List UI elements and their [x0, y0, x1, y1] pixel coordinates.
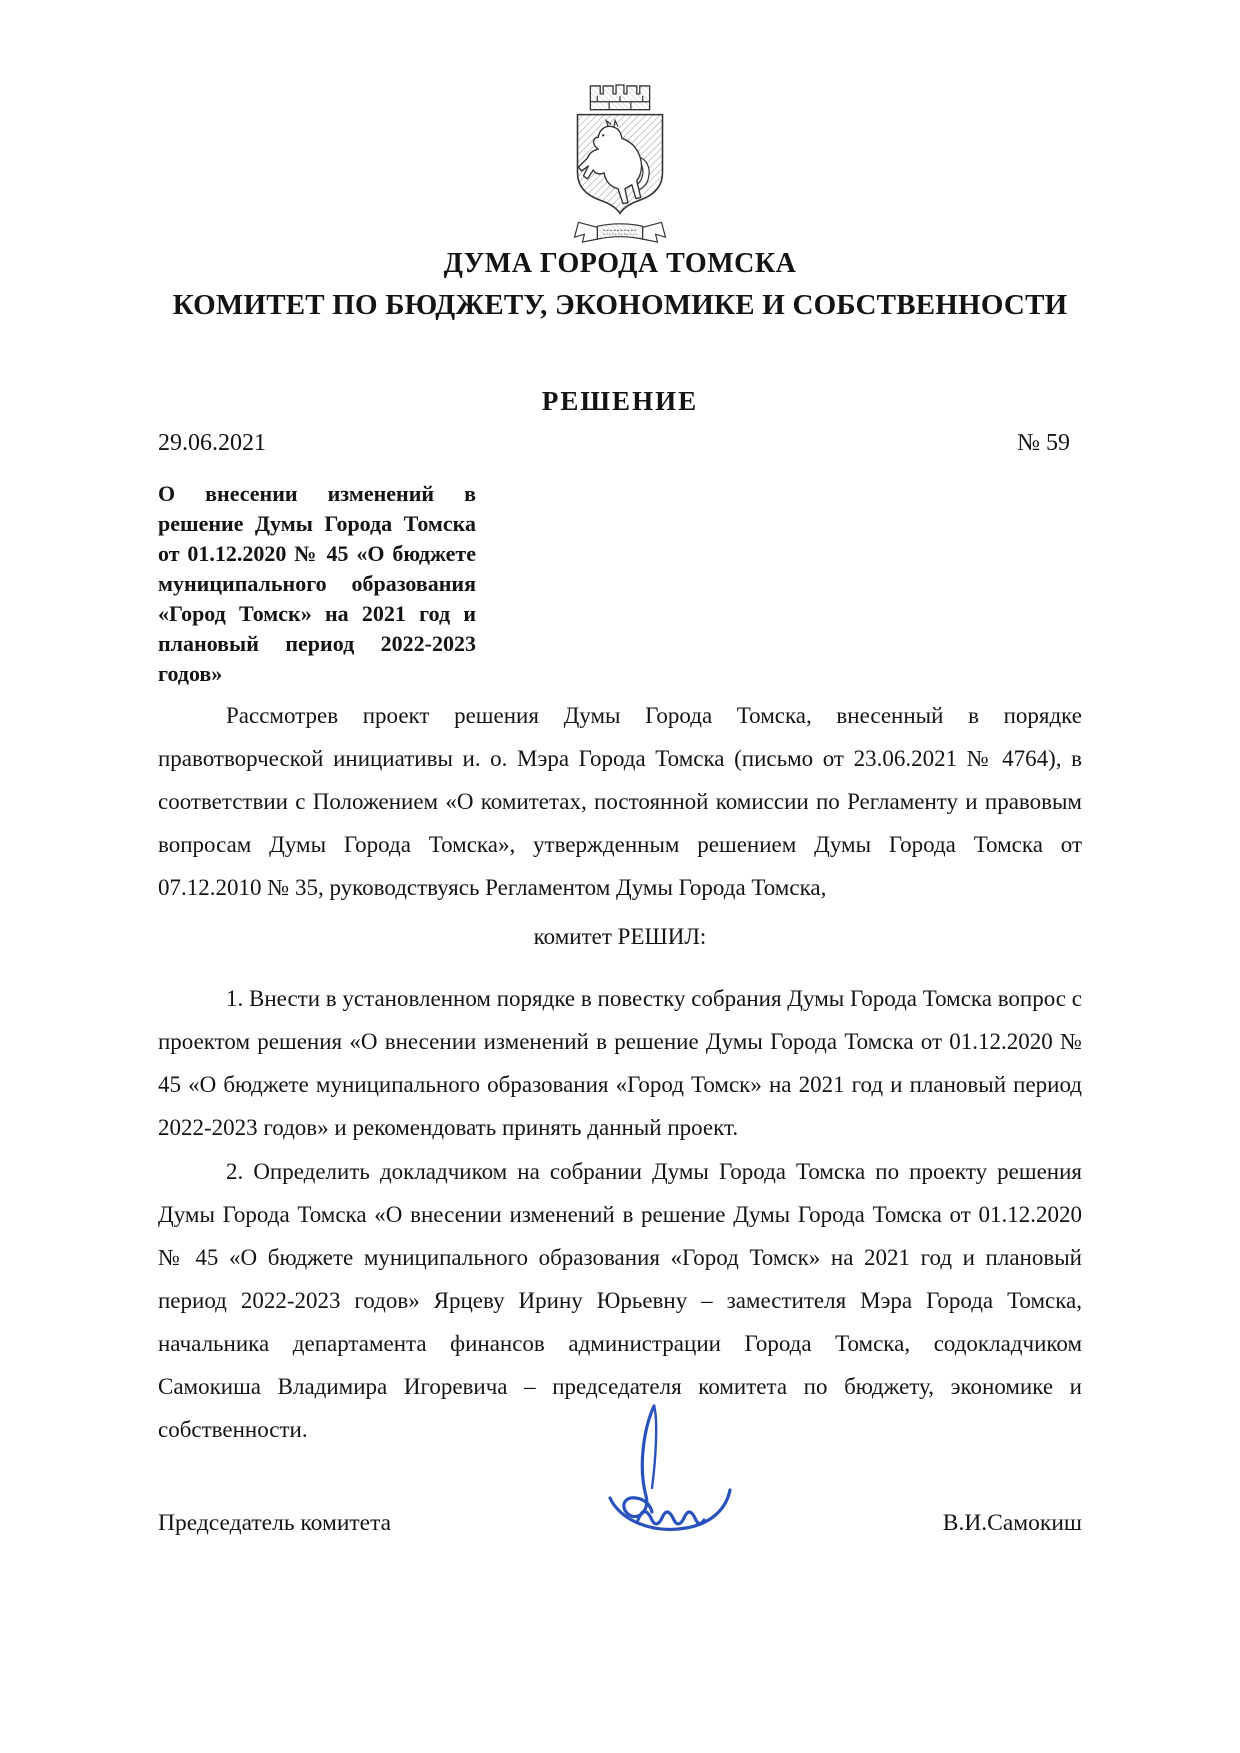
organization-name: ДУМА ГОРОДА ТОМСКА: [443, 248, 797, 279]
document-subject: О внесении изменений в решение Думы Города Томска от 01.12.2020 № 45 «О бюджете муниципального образования «Город Томск» на 2021 год и плановый период 2022-2023 годов»: [158, 481, 476, 686]
signature-row: [158, 1510, 1082, 1537]
motto-ribbon-icon: [575, 222, 666, 242]
document-type-title: РЕШЕНИЕ: [541, 386, 699, 416]
coat-of-arms-graphic: [545, 82, 695, 250]
shield-icon: [578, 115, 663, 214]
signer-post: Председатель комитета: [158, 1510, 392, 1536]
document-number: № 59: [1017, 430, 1070, 456]
resolution-heading: комитет РЕШИЛ:: [533, 924, 707, 949]
resolution-item-1: 1. Внести в установленном порядке в повестку собрания Думы Города Томска вопрос с проектом решения «О внесении изменений в решение Думы Города Томска от 01.12.2020 № 45 «О бюджете муниципального образования «Город Томск» на 2021 год и плановый период 2022-2023 годов» и рекомендовать принять данный проект.: [158, 986, 1082, 1140]
committee-name: КОМИТЕТ ПО БЮДЖЕТУ, ЭКОНОМИКЕ И СОБСТВЕННОСТИ: [172, 289, 1068, 321]
tomsk-coat-of-arms-icon: [545, 82, 695, 250]
mural-crown-icon: [590, 85, 649, 110]
date-number-row: [158, 430, 1070, 457]
resolution-item-2: 2. Определить докладчиком на собрании Думы Города Томска по проекту решения Думы Города Томска «О внесении изменений в решение Думы Города Томска от 01.12.2020 № 45 «О бюджете муниципального образования «Город Томск» на 2021 год и плановый период 2022-2023 годов» Ярцеву Ирину Юрьевну – заместителя Мэра Города Томска, начальника департамента финансов администрации Города Томска, содокладчиком Самокиша Владимира Игоревича – председателя комитета по бюджету, экономике и собственности.: [158, 1159, 1082, 1442]
preamble-paragraph: Рассмотрев проект решения Думы Города Томска, внесенный в порядке правотворческой инициативы и. о. Мэра Города Томска (письмо от 23.06.2021 № 4764), в соответствии с Положением «О комитетах, постоянной комиссии по Регламенту и правовым вопросам Думы Города Томска», утвержденным решением Думы Города Томска от 07.12.2010 № 35, руководствуясь Регламентом Думы Города Томска,: [158, 703, 1082, 900]
signer-name: В.И.Самокиш: [942, 1510, 1082, 1536]
document-date: 29.06.2021: [158, 430, 266, 456]
